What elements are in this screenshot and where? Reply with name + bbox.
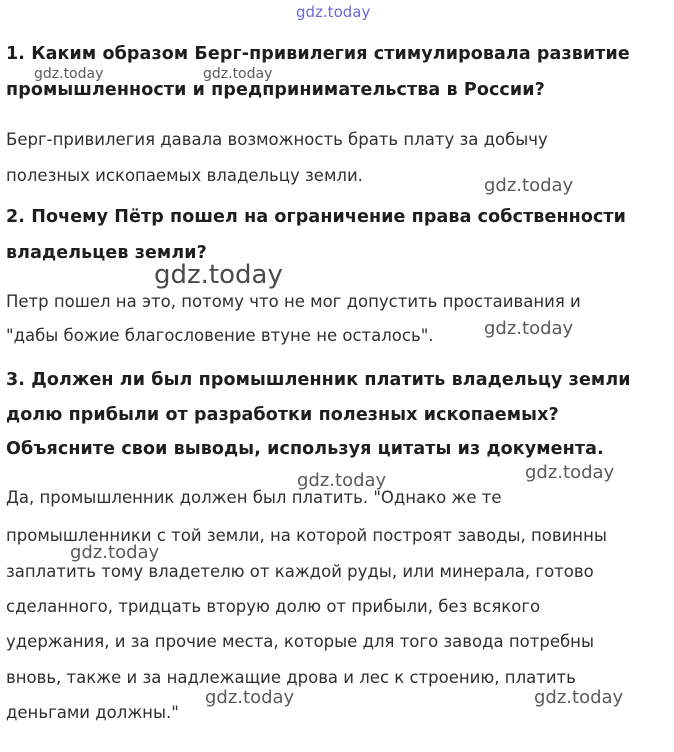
- answer-3-line-7: деньгами должны.": [6, 703, 179, 722]
- watermark: gdz.today: [484, 175, 574, 196]
- question-3-line-2: долю прибыли от разработки полезных ископаемых?: [6, 405, 559, 425]
- answer-3-line-3: заплатить тому владетелю от каждой руды, или минерала, готово: [6, 562, 594, 581]
- watermark-top: gdz.today: [296, 3, 371, 21]
- answer-2-line-1: Петр пошел на это, потому что не мог допустить простаивания и: [6, 292, 581, 311]
- watermark: gdz.today: [534, 687, 624, 708]
- question-1-line-1: 1. Каким образом Берг-привилегия стимулировала развитие: [6, 44, 630, 64]
- answer-3-line-6: вновь, также и за надлежащие дрова и лес к строению, платить: [6, 668, 576, 687]
- watermark: gdz.today: [34, 66, 104, 82]
- watermark: gdz.today: [484, 318, 574, 339]
- answer-3-line-5: удержания, и за прочие места, которые для того завода потребны: [6, 632, 594, 651]
- watermark: gdz.today: [70, 542, 160, 563]
- question-3-line-1: 3. Должен ли был промышленник платить владельцу земли: [6, 370, 631, 390]
- answer-3-line-1: Да, промышленник должен был платить. "Однако же те: [6, 488, 502, 507]
- watermark: gdz.today: [205, 687, 295, 708]
- watermark: gdz.today: [203, 66, 273, 82]
- answer-1-line-1: Берг-привилегия давала возможность брать плату за добычу: [6, 130, 548, 149]
- question-2-line-2: владельцев земли?: [6, 243, 207, 263]
- answer-3-line-2: промышленники с той земли, на которой построят заводы, повинны: [6, 526, 607, 545]
- answer-1-line-2: полезных ископаемых владельцу земли.: [6, 166, 363, 185]
- answer-3-line-4: сделанного, тридцать вторую долю от прибыли, без всякого: [6, 597, 541, 616]
- watermark: gdz.today: [525, 462, 615, 483]
- watermark: gdz.today: [297, 470, 387, 491]
- answer-2-line-2: "дабы божие благословение втуне не осталось".: [6, 326, 434, 345]
- question-1-line-2: промышленности и предпринимательства в России?: [6, 80, 545, 100]
- question-3-line-3: Объясните свои выводы, используя цитаты из документа.: [6, 439, 604, 459]
- watermark: gdz.today: [154, 260, 283, 290]
- question-2-line-1: 2. Почему Пётр пошел на ограничение права собственности: [6, 207, 627, 227]
